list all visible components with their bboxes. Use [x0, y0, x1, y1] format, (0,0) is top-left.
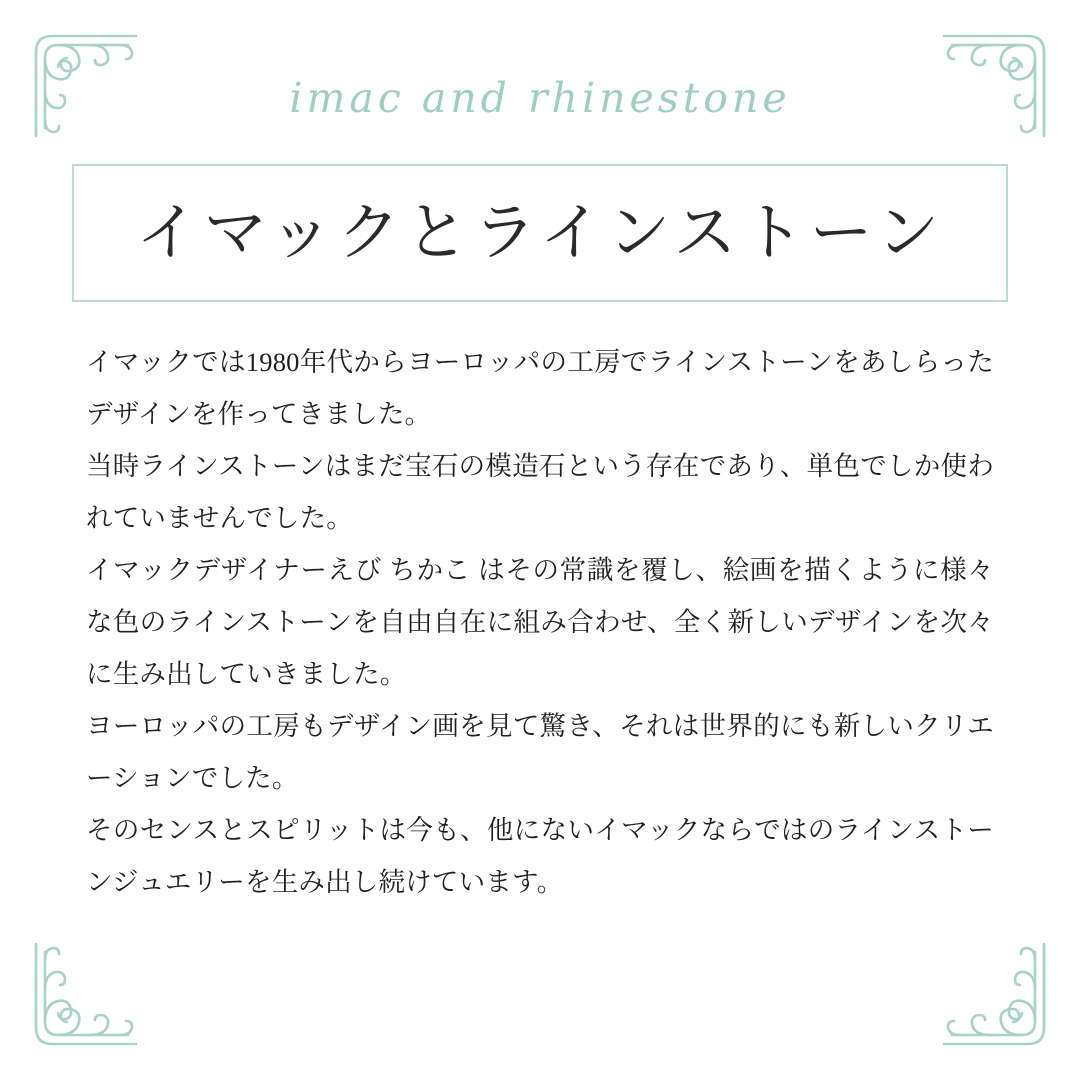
paragraph: そのセンスとスピリットは今も、他にないイマックならではのラインストーンジュエリーを生み出し続けています。: [86, 815, 994, 897]
body-copy: [86, 336, 994, 908]
corner-flourish-ornament-bottom-right: [938, 938, 1048, 1048]
corner-flourish-ornament-bottom-left: [32, 938, 142, 1048]
page-title: イマックとラインストーン: [135, 197, 945, 268]
script-heading: imac and rhinestone: [289, 74, 791, 122]
paragraph: ヨーロッパの工房もデザイン画を見て驚き、それは世界的にも新しいクリエーションでした。: [86, 711, 994, 793]
title-frame: [72, 164, 1008, 302]
paragraph: 当時ラインストーンはまだ宝石の模造石という存在であり、単色でしか使われていませんでした。: [86, 451, 994, 533]
paragraph: イマックデザイナーえび ちかこ はその常識を覆し、絵画を描くように様々な色のラインストーンを自由自在に組み合わせ、全く新しいデザインを次々に生み出していきました。: [86, 555, 994, 689]
paragraph: イマックでは1980年代からヨーロッパの工房でラインストーンをあしらったデザインを作ってきました。: [86, 347, 994, 429]
